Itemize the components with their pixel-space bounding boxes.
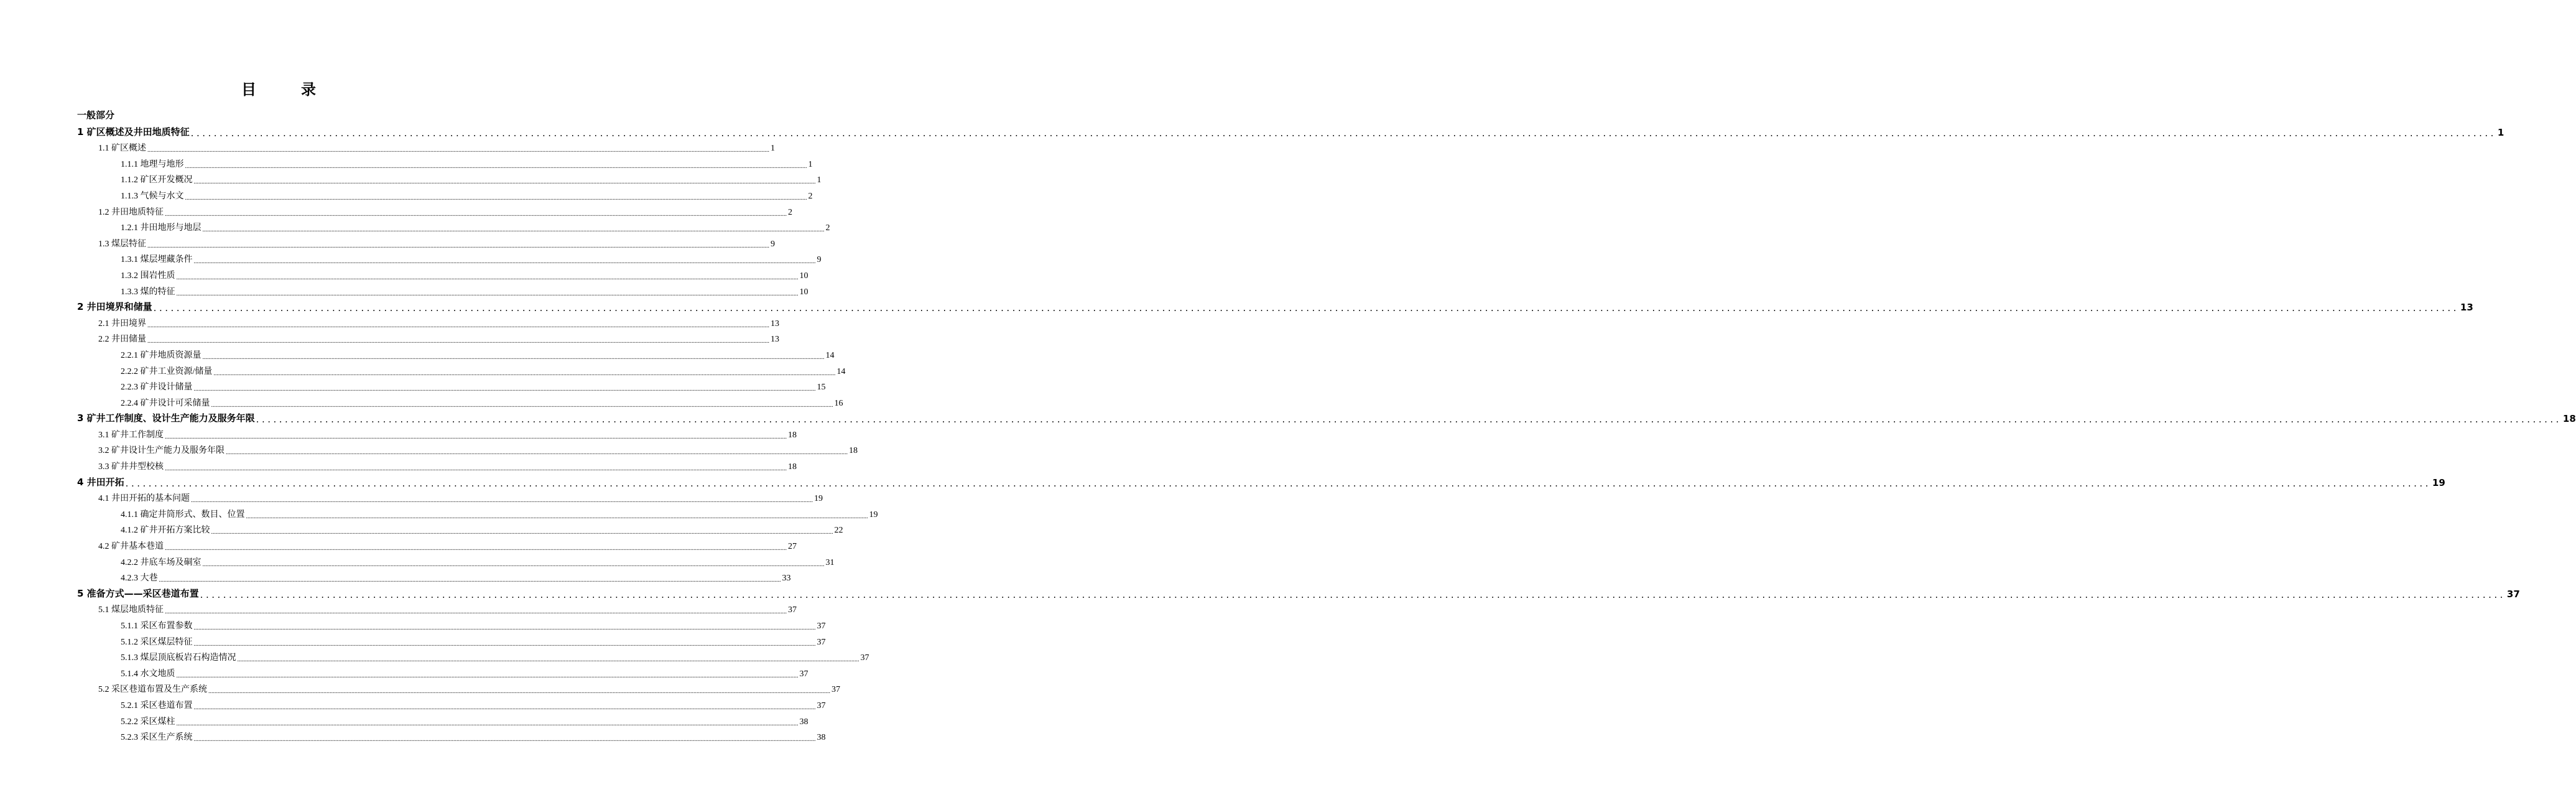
toc-entry-label: 5.1.4 水文地质: [121, 669, 175, 679]
toc-dot-leader: ................................................................................................................................................................................................................................................................................................................................................................................................................: [165, 210, 787, 218]
toc-dot-leader: ................................................................................................................................................................................................................................................................................................................................................................................................................: [176, 720, 799, 727]
toc-entry-level-2[interactable]: [77, 329, 779, 345]
toc-entry-level-1[interactable]: [77, 297, 2473, 314]
toc-entry-label: 1.3.3 煤的特征: [121, 287, 175, 297]
toc-entry-level-3[interactable]: [77, 663, 808, 679]
toc-dot-leader: ................................................................................................................................................................................................................................................................................................................................................................................................................: [190, 127, 2496, 139]
toc-dot-leader: ................................................................................................................................................................................................................................................................................................................................................................................................................: [193, 640, 816, 648]
toc-entry-level-3[interactable]: [77, 249, 822, 266]
toc-entry-label: 5.1.1 采区布置参数: [121, 621, 193, 631]
toc-entry-label: 5.2 采区巷道布置及生产系统: [98, 685, 207, 695]
toc-dot-leader: ................................................................................................................................................................................................................................................................................................................................................................................................................: [185, 162, 807, 170]
toc-entry-level-3[interactable]: [77, 568, 791, 584]
toc-entry-page-number: 9: [771, 239, 775, 249]
toc-dot-leader: ................................................................................................................................................................................................................................................................................................................................................................................................................: [159, 577, 781, 584]
toc-entry-label: 1.1 矿区概述: [98, 144, 146, 154]
toc-dot-leader: ................................................................................................................................................................................................................................................................................................................................................................................................................: [147, 338, 769, 345]
toc-entry-label: 4.1.1 确定井筒形式、数目、位置: [121, 510, 245, 519]
toc-entry-page-number: 38: [817, 733, 826, 743]
toc-entry-level-2[interactable]: [77, 488, 823, 505]
toc-entry-page-number: 1: [817, 175, 822, 185]
toc-entry-page-number: 33: [782, 574, 791, 584]
toc-entry-page-number: 2: [788, 207, 792, 217]
toc-dot-leader: ................................................................................................................................................................................................................................................................................................................................................................................................................: [176, 672, 799, 679]
toc-dot-leader: ................................................................................................................................................................................................................................................................................................................................................................................................................: [125, 477, 2431, 489]
toc-dot-leader: ................................................................................................................................................................................................................................................................................................................................................................................................................: [165, 465, 787, 473]
toc-entry-label: 5.1.2 采区煤层特征: [121, 637, 193, 647]
toc-entry-page-number: 37: [788, 605, 797, 615]
toc-entry-level-2[interactable]: [77, 440, 858, 457]
table-of-contents: [77, 122, 2576, 743]
toc-entry-label: 2.2.1 矿井地质资源量: [121, 350, 202, 360]
toc-entry-page-number: 16: [834, 398, 843, 408]
toc-entry-page-number: 1: [808, 159, 813, 169]
toc-entry-page-number: 10: [799, 271, 808, 281]
toc-entry-page-number: 37: [832, 685, 840, 695]
toc-entry-page-number: 37: [817, 637, 826, 647]
toc-entry-label: 2.2.2 矿井工业资源/储量: [121, 366, 213, 376]
toc-dot-leader: ................................................................................................................................................................................................................................................................................................................................................................................................................: [202, 353, 825, 361]
toc-entry-label: 5.1 煤层地质特征: [98, 605, 164, 615]
toc-dot-leader: ................................................................................................................................................................................................................................................................................................................................................................................................................: [208, 688, 830, 696]
toc-entry-page-number: 19: [869, 510, 878, 519]
toc-entry-page-number: 13: [771, 319, 779, 328]
toc-entry-level-3[interactable]: [77, 218, 830, 234]
toc-entry-level-2[interactable]: [77, 456, 797, 473]
toc-entry-page-number: 13: [2460, 302, 2473, 314]
toc-entry-label: 3 矿井工作制度、设计生产能力及服务年限: [77, 412, 255, 424]
toc-dot-leader: ................................................................................................................................................................................................................................................................................................................................................................................................................: [165, 545, 787, 552]
toc-entry-level-3[interactable]: [77, 170, 822, 186]
toc-dot-leader: ................................................................................................................................................................................................................................................................................................................................................................................................................: [147, 322, 769, 329]
toc-entry-page-number: 37: [817, 701, 826, 710]
toc-entry-level-3[interactable]: [77, 631, 826, 648]
toc-entry-level-2[interactable]: [77, 202, 792, 218]
toc-entry-page-number: 10: [799, 287, 808, 297]
toc-dot-leader: ................................................................................................................................................................................................................................................................................................................................................................................................................: [211, 401, 833, 409]
toc-entry-level-3[interactable]: [77, 504, 878, 520]
toc-entry-page-number: 19: [2432, 477, 2445, 488]
toc-dot-leader: ................................................................................................................................................................................................................................................................................................................................................................................................................: [176, 274, 799, 281]
toc-dot-leader: ................................................................................................................................................................................................................................................................................................................................................................................................................: [226, 449, 848, 457]
toc-entry-level-1[interactable]: [77, 122, 2504, 139]
toc-entry-page-number: 14: [825, 350, 835, 360]
toc-entry-page-number: 22: [834, 526, 843, 536]
toc-entry-level-2[interactable]: [77, 313, 779, 329]
toc-entry-level-3[interactable]: [77, 345, 835, 361]
toc-entry-label: 1.1.2 矿区开发概况: [121, 175, 193, 185]
toc-entry-label: 2.1 井田境界: [98, 319, 146, 328]
toc-dot-leader: ................................................................................................................................................................................................................................................................................................................................................................................................................: [193, 258, 816, 266]
toc-entry-page-number: 19: [814, 494, 823, 504]
toc-entry-label: 4 井田开拓: [77, 476, 124, 488]
toc-entry-level-2[interactable]: [77, 424, 797, 440]
toc-entry-level-3[interactable]: [77, 185, 813, 202]
toc-entry-page-number: 31: [825, 557, 835, 567]
toc-entry-page-number: 2: [825, 223, 830, 233]
toc-entry-page-number: 38: [799, 717, 808, 727]
toc-entry-page-number: 1: [771, 144, 775, 154]
toc-dot-leader: ................................................................................................................................................................................................................................................................................................................................................................................................................: [256, 414, 2562, 426]
toc-entry-label: 4.1.2 矿井开拓方案比较: [121, 526, 210, 536]
toc-entry-level-3[interactable]: [77, 520, 843, 536]
toc-entry-label: 1.1.1 地理与地形: [121, 159, 184, 169]
toc-entry-page-number: 27: [788, 542, 797, 552]
toc-entry-label: 4.2.2 井底车场及硐室: [121, 557, 202, 567]
toc-entry-level-2[interactable]: [77, 536, 797, 552]
toc-entry-label: 5.2.3 采区生产系统: [121, 733, 193, 743]
toc-entry-level-1[interactable]: [77, 584, 2520, 600]
toc-entry-page-number: 18: [788, 430, 797, 440]
toc-dot-leader: ................................................................................................................................................................................................................................................................................................................................................................................................................: [153, 302, 2459, 314]
toc-dot-leader: ................................................................................................................................................................................................................................................................................................................................................................................................................: [193, 736, 816, 743]
toc-entry-page-number: 37: [799, 669, 808, 679]
toc-entry-level-3[interactable]: [77, 552, 835, 568]
toc-entry-label: 2.2 井田储量: [98, 335, 146, 345]
toc-entry-page-number: 18: [788, 462, 797, 472]
toc-dot-leader: ................................................................................................................................................................................................................................................................................................................................................................................................................: [165, 608, 787, 616]
toc-entry-page-number: 18: [849, 446, 858, 456]
toc-entry-page-number: 37: [860, 653, 869, 663]
toc-entry-label: 2.2.3 矿井设计储量: [121, 383, 193, 393]
toc-entry-label: 4.2 矿井基本巷道: [98, 542, 164, 552]
toc-entry-label: 1.2.1 井田地形与地层: [121, 223, 202, 233]
toc-dot-leader: ................................................................................................................................................................................................................................................................................................................................................................................................................: [200, 589, 2506, 600]
toc-entry-label: 4.1 井田开拓的基本问题: [98, 494, 190, 504]
toc-entry-page-number: 14: [836, 366, 846, 376]
toc-dot-leader: ................................................................................................................................................................................................................................................................................................................................................................................................................: [147, 242, 769, 249]
toc-dot-leader: ................................................................................................................................................................................................................................................................................................................................................................................................................: [147, 147, 769, 154]
page-title: 目 录: [241, 81, 331, 98]
toc-entry-label: 5 准备方式——采区巷道布置: [77, 587, 199, 599]
toc-dot-leader: ................................................................................................................................................................................................................................................................................................................................................................................................................: [213, 370, 836, 377]
toc-entry-level-3[interactable]: [77, 695, 826, 711]
toc-entry-page-number: 2: [808, 191, 813, 201]
toc-entry-level-3[interactable]: [77, 265, 808, 281]
toc-entry-label: 1.1.3 气候与水文: [121, 191, 184, 201]
toc-dot-leader: ................................................................................................................................................................................................................................................................................................................................................................................................................: [193, 386, 816, 393]
toc-dot-leader: ................................................................................................................................................................................................................................................................................................................................................................................................................: [165, 433, 787, 440]
toc-dot-leader: ................................................................................................................................................................................................................................................................................................................................................................................................................: [193, 625, 816, 631]
toc-entry-label: 5.2.2 采区煤柱: [121, 717, 175, 727]
toc-entry-level-3[interactable]: [77, 615, 826, 631]
section-heading: 一般部分: [77, 109, 115, 121]
toc-entry-label: 2.2.4 矿井设计可采储量: [121, 398, 210, 408]
toc-entry-label: 5.1.3 煤层顶底板岩石构造情况: [121, 653, 236, 663]
toc-entry-level-3[interactable]: [77, 711, 808, 727]
toc-entry-label: 1.3.2 围岩性质: [121, 271, 175, 281]
toc-entry-level-3[interactable]: [77, 361, 846, 377]
toc-entry-page-number: 9: [817, 255, 822, 265]
toc-dot-leader: ................................................................................................................................................................................................................................................................................................................................................................................................................: [237, 656, 859, 664]
toc-entry-level-3[interactable]: [77, 648, 869, 664]
toc-entry-page-number: 1: [2497, 126, 2504, 138]
toc-dot-leader: ................................................................................................................................................................................................................................................................................................................................................................................................................: [193, 179, 816, 186]
toc-entry-page-number: 13: [771, 335, 779, 345]
toc-dot-leader: ................................................................................................................................................................................................................................................................................................................................................................................................................: [193, 704, 816, 711]
toc-entry-page-number: 15: [817, 383, 826, 393]
toc-dot-leader: ................................................................................................................................................................................................................................................................................................................................................................................................................: [191, 497, 813, 505]
toc-entry-label: 3.2 矿井设计生产能力及服务年限: [98, 446, 225, 456]
toc-entry-page-number: 37: [2506, 588, 2520, 600]
toc-dot-leader: ................................................................................................................................................................................................................................................................................................................................................................................................................: [202, 561, 825, 568]
toc-entry-label: 1.3 煤层特征: [98, 239, 146, 249]
toc-dot-leader: ................................................................................................................................................................................................................................................................................................................................................................................................................: [176, 290, 799, 297]
toc-dot-leader: ................................................................................................................................................................................................................................................................................................................................................................................................................: [211, 529, 833, 536]
toc-entry-label: 1 矿区概述及井田地质特征: [77, 126, 190, 137]
toc-entry-label: 2 井田境界和储量: [77, 301, 152, 313]
toc-entry-level-3[interactable]: [77, 377, 826, 393]
toc-entry-label: 3.3 矿井井型校核: [98, 462, 164, 472]
toc-entry-label: 1.2 井田地质特征: [98, 207, 164, 217]
toc-entry-level-3[interactable]: [77, 727, 826, 743]
toc-entry-level-3[interactable]: [77, 281, 808, 297]
toc-entry-level-2[interactable]: [77, 138, 775, 154]
toc-entry-level-2[interactable]: [77, 233, 775, 249]
toc-entry-label: 3.1 矿井工作制度: [98, 430, 164, 440]
toc-dot-leader: ................................................................................................................................................................................................................................................................................................................................................................................................................: [202, 226, 825, 234]
toc-entry-level-2[interactable]: [77, 600, 797, 616]
toc-entry-label: 1.3.1 煤层埋藏条件: [121, 255, 193, 265]
toc-entry-label: 4.2.3 大巷: [121, 574, 158, 584]
toc-entry-level-3[interactable]: [77, 393, 843, 409]
toc-entry-level-1[interactable]: [77, 409, 2576, 426]
toc-entry-level-2[interactable]: [77, 679, 840, 696]
toc-entry-level-3[interactable]: [77, 154, 813, 170]
toc-entry-label: 5.2.1 采区巷道布置: [121, 701, 193, 710]
toc-dot-leader: ................................................................................................................................................................................................................................................................................................................................................................................................................: [185, 194, 807, 202]
toc-dot-leader: ................................................................................................................................................................................................................................................................................................................................................................................................................: [246, 513, 868, 520]
toc-entry-level-1[interactable]: [77, 472, 2445, 489]
toc-entry-page-number: 18: [2562, 413, 2576, 425]
toc-entry-page-number: 37: [817, 621, 826, 631]
